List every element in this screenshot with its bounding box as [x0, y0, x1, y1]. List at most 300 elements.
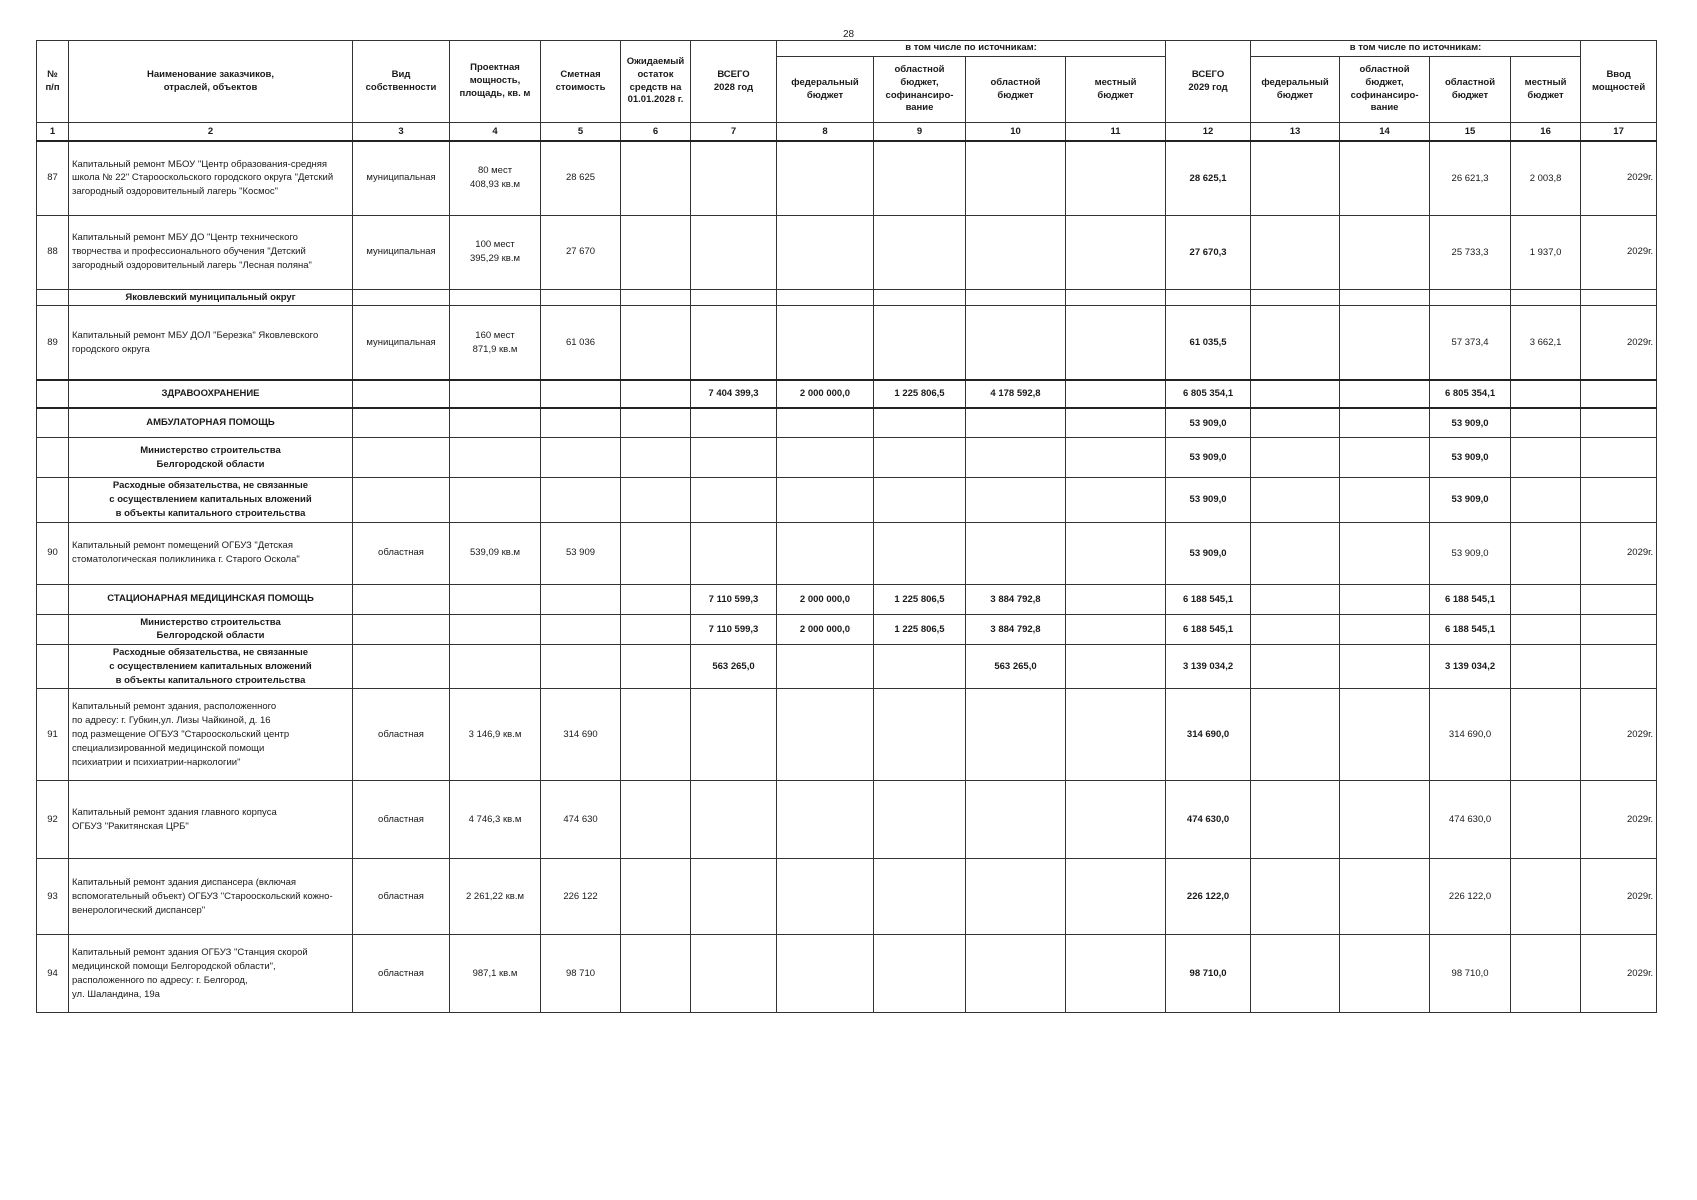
header-cofin-2029: областной бюджет, софинансиро- вание — [1340, 57, 1430, 123]
commission-year — [1581, 380, 1657, 408]
ownership: областная — [353, 522, 450, 584]
column-number: 2 — [69, 123, 353, 142]
estimated-cost — [541, 408, 621, 438]
capacity: 4 746,3 кв.м — [450, 781, 541, 859]
header-fed-2029: федеральный бюджет — [1251, 57, 1340, 123]
regional-2028 — [966, 438, 1066, 478]
commission-year — [1581, 614, 1657, 645]
expected-balance — [621, 584, 691, 614]
local-2029 — [1511, 478, 1581, 522]
row-number: 87 — [37, 141, 69, 215]
ownership — [353, 478, 450, 522]
local-2028 — [1066, 478, 1166, 522]
commission-year — [1581, 408, 1657, 438]
column-number: 3 — [353, 123, 450, 142]
cofinancing-2029 — [1340, 614, 1430, 645]
cofinancing-2028: 1 225 806,5 — [874, 614, 966, 645]
expected-balance — [621, 478, 691, 522]
cofinancing-2028 — [874, 408, 966, 438]
cofinancing-2029 — [1340, 522, 1430, 584]
row-number — [37, 408, 69, 438]
estimated-cost: 53 909 — [541, 522, 621, 584]
cofinancing-2028 — [874, 522, 966, 584]
expected-balance — [621, 306, 691, 380]
federal-2029 — [1251, 614, 1340, 645]
table-row — [37, 935, 1657, 1013]
object-name: Капитальный ремонт МБОУ "Центр образования-средняя школа № 22" Старооскольского городского округа "Детский загородный оздоровительный лагерь "Космос" — [69, 141, 353, 215]
regional-2029: 6 188 545,1 — [1430, 584, 1511, 614]
cofinancing-2028: 1 225 806,5 — [874, 380, 966, 408]
table-row — [37, 781, 1657, 859]
commission-year: 2029г. — [1581, 781, 1657, 859]
estimated-cost: 474 630 — [541, 781, 621, 859]
commission-year: 2029г. — [1581, 689, 1657, 781]
federal-2028 — [777, 141, 874, 215]
total-2028 — [691, 215, 777, 289]
commission-year: 2029г. — [1581, 935, 1657, 1013]
cofinancing-2028 — [874, 289, 966, 306]
expected-balance — [621, 614, 691, 645]
investment-program-table — [36, 40, 1657, 1013]
header-commission: Ввод мощностей — [1581, 41, 1657, 123]
total-2029: 28 625,1 — [1166, 141, 1251, 215]
local-2029 — [1511, 614, 1581, 645]
cofinancing-2029 — [1340, 306, 1430, 380]
local-2028 — [1066, 408, 1166, 438]
federal-2029 — [1251, 859, 1340, 935]
ownership — [353, 408, 450, 438]
cofinancing-2028: 1 225 806,5 — [874, 584, 966, 614]
cofinancing-2028 — [874, 859, 966, 935]
regional-2029: 226 122,0 — [1430, 859, 1511, 935]
regional-2028: 3 884 792,8 — [966, 584, 1066, 614]
local-2028 — [1066, 645, 1166, 689]
column-number: 8 — [777, 123, 874, 142]
estimated-cost — [541, 380, 621, 408]
federal-2028 — [777, 478, 874, 522]
local-2029: 3 662,1 — [1511, 306, 1581, 380]
column-number: 4 — [450, 123, 541, 142]
expected-balance — [621, 522, 691, 584]
total-2028 — [691, 408, 777, 438]
local-2029: 1 937,0 — [1511, 215, 1581, 289]
estimated-cost: 314 690 — [541, 689, 621, 781]
capacity: 160 мест 871,9 кв.м — [450, 306, 541, 380]
section-row — [37, 380, 1657, 408]
regional-2028 — [966, 478, 1066, 522]
table-row — [37, 522, 1657, 584]
capacity: 987,1 кв.м — [450, 935, 541, 1013]
federal-2028 — [777, 645, 874, 689]
expected-balance — [621, 141, 691, 215]
regional-2029: 57 373,4 — [1430, 306, 1511, 380]
column-number: 10 — [966, 123, 1066, 142]
section-title: Министерство строительства Белгородской области — [69, 438, 353, 478]
header-total-2029: ВСЕГО 2029 год — [1166, 41, 1251, 123]
total-2028: 7 404 399,3 — [691, 380, 777, 408]
expected-balance — [621, 438, 691, 478]
total-2029: 474 630,0 — [1166, 781, 1251, 859]
federal-2029 — [1251, 438, 1340, 478]
cofinancing-2028 — [874, 689, 966, 781]
header-capacity: Проектная мощность, площадь, кв. м — [450, 41, 541, 123]
local-2028 — [1066, 215, 1166, 289]
local-2028 — [1066, 935, 1166, 1013]
column-number-row — [37, 123, 1657, 142]
federal-2028 — [777, 408, 874, 438]
regional-2029: 98 710,0 — [1430, 935, 1511, 1013]
row-number — [37, 438, 69, 478]
header-fed-2028: федеральный бюджет — [777, 57, 874, 123]
total-2028 — [691, 689, 777, 781]
cofinancing-2029 — [1340, 438, 1430, 478]
column-number: 1 — [37, 123, 69, 142]
expected-balance — [621, 859, 691, 935]
estimated-cost — [541, 645, 621, 689]
local-2029 — [1511, 522, 1581, 584]
federal-2028: 2 000 000,0 — [777, 380, 874, 408]
local-2029 — [1511, 438, 1581, 478]
expected-balance — [621, 289, 691, 306]
object-name: Капитальный ремонт здания главного корпуса ОГБУЗ "Ракитянская ЦРБ" — [69, 781, 353, 859]
object-name: Капитальный ремонт помещений ОГБУЗ "Детская стоматологическая поликлиника г. Старого Оскола" — [69, 522, 353, 584]
federal-2028 — [777, 438, 874, 478]
federal-2029 — [1251, 522, 1340, 584]
row-number — [37, 645, 69, 689]
federal-2029 — [1251, 380, 1340, 408]
header-sources-2029: в том числе по источникам: — [1251, 41, 1581, 57]
total-2028 — [691, 289, 777, 306]
regional-2029: 3 139 034,2 — [1430, 645, 1511, 689]
row-number: 92 — [37, 781, 69, 859]
cofinancing-2028 — [874, 306, 966, 380]
section-row — [37, 478, 1657, 522]
header-total-2028: ВСЕГО 2028 год — [691, 41, 777, 123]
row-number: 89 — [37, 306, 69, 380]
total-2029: 314 690,0 — [1166, 689, 1251, 781]
expected-balance — [621, 408, 691, 438]
total-2029: 98 710,0 — [1166, 935, 1251, 1013]
federal-2029 — [1251, 935, 1340, 1013]
estimated-cost: 226 122 — [541, 859, 621, 935]
estimated-cost — [541, 478, 621, 522]
section-row — [37, 584, 1657, 614]
column-number: 13 — [1251, 123, 1340, 142]
section-title: СТАЦИОНАРНАЯ МЕДИЦИНСКАЯ ПОМОЩЬ — [69, 584, 353, 614]
federal-2029 — [1251, 215, 1340, 289]
row-number: 90 — [37, 522, 69, 584]
capacity: 100 мест 395,29 кв.м — [450, 215, 541, 289]
row-number: 91 — [37, 689, 69, 781]
ownership: областная — [353, 689, 450, 781]
section-row — [37, 645, 1657, 689]
row-number — [37, 289, 69, 306]
estimated-cost — [541, 584, 621, 614]
local-2028 — [1066, 859, 1166, 935]
regional-2028 — [966, 859, 1066, 935]
local-2028 — [1066, 584, 1166, 614]
table-row — [37, 215, 1657, 289]
capacity — [450, 584, 541, 614]
ownership — [353, 614, 450, 645]
local-2028 — [1066, 141, 1166, 215]
header-cofin-2028: областной бюджет, софинансиро- вание — [874, 57, 966, 123]
estimated-cost: 28 625 — [541, 141, 621, 215]
regional-2028 — [966, 935, 1066, 1013]
total-2029: 53 909,0 — [1166, 522, 1251, 584]
capacity — [450, 614, 541, 645]
federal-2028 — [777, 522, 874, 584]
regional-2029: 26 621,3 — [1430, 141, 1511, 215]
federal-2028 — [777, 859, 874, 935]
regional-2028 — [966, 289, 1066, 306]
total-2028 — [691, 522, 777, 584]
object-name: Капитальный ремонт МБУ ДО "Центр технического творчества и профессионального обучения "Детский загородный оздоровительный лагерь "Лесная поляна" — [69, 215, 353, 289]
commission-year — [1581, 584, 1657, 614]
total-2029: 6 188 545,1 — [1166, 614, 1251, 645]
column-number: 16 — [1511, 123, 1581, 142]
capacity: 539,09 кв.м — [450, 522, 541, 584]
row-number — [37, 584, 69, 614]
cofinancing-2028 — [874, 141, 966, 215]
section-title: Расходные обязательства, не связанные с осуществлением капитальных вложений в объекты капитального строительства — [69, 645, 353, 689]
header-reg-2029: областной бюджет — [1430, 57, 1511, 123]
table-row — [37, 141, 1657, 215]
total-2029: 6 188 545,1 — [1166, 584, 1251, 614]
table-row — [37, 689, 1657, 781]
federal-2028: 2 000 000,0 — [777, 614, 874, 645]
local-2029 — [1511, 408, 1581, 438]
estimated-cost: 98 710 — [541, 935, 621, 1013]
expected-balance — [621, 935, 691, 1013]
local-2028 — [1066, 289, 1166, 306]
local-2029 — [1511, 781, 1581, 859]
ownership: областная — [353, 859, 450, 935]
federal-2029 — [1251, 141, 1340, 215]
row-number — [37, 614, 69, 645]
cofinancing-2029 — [1340, 408, 1430, 438]
ownership: областная — [353, 781, 450, 859]
total-2029: 6 805 354,1 — [1166, 380, 1251, 408]
regional-2028 — [966, 141, 1066, 215]
regional-2028 — [966, 781, 1066, 859]
ownership: областная — [353, 935, 450, 1013]
regional-2028 — [966, 408, 1066, 438]
total-2028: 563 265,0 — [691, 645, 777, 689]
header-local-2028: местный бюджет — [1066, 57, 1166, 123]
cofinancing-2029 — [1340, 859, 1430, 935]
total-2028 — [691, 478, 777, 522]
ownership — [353, 289, 450, 306]
object-name: Капитальный ремонт здания, расположенного по адресу: г. Губкин,ул. Лизы Чайкиной, д. 16 под размещение ОГБУЗ "Старооскольский центр специализированной медицинской помощи психиатрии и психиатрии-наркологии" — [69, 689, 353, 781]
federal-2029 — [1251, 645, 1340, 689]
commission-year — [1581, 645, 1657, 689]
total-2029: 27 670,3 — [1166, 215, 1251, 289]
header-local-2029: местный бюджет — [1511, 57, 1581, 123]
local-2029 — [1511, 380, 1581, 408]
cofinancing-2028 — [874, 781, 966, 859]
cofinancing-2028 — [874, 935, 966, 1013]
total-2029: 61 035,5 — [1166, 306, 1251, 380]
commission-year — [1581, 438, 1657, 478]
object-name: Капитальный ремонт здания ОГБУЗ "Станция скорой медицинской помощи Белгородской области", расположенного по адресу: г. Белгород, ул. Шаландина, 19а — [69, 935, 353, 1013]
section-row — [37, 289, 1657, 306]
ownership — [353, 438, 450, 478]
local-2028 — [1066, 614, 1166, 645]
expected-balance — [621, 645, 691, 689]
ownership: муниципальная — [353, 306, 450, 380]
header-no: № п/п — [37, 41, 69, 123]
regional-2028 — [966, 522, 1066, 584]
total-2029: 3 139 034,2 — [1166, 645, 1251, 689]
federal-2028 — [777, 289, 874, 306]
expected-balance — [621, 781, 691, 859]
capacity — [450, 380, 541, 408]
section-title: Расходные обязательства, не связанные с осуществлением капитальных вложений в объекты капитального строительства — [69, 478, 353, 522]
cofinancing-2029 — [1340, 645, 1430, 689]
federal-2028 — [777, 306, 874, 380]
federal-2028 — [777, 781, 874, 859]
capacity: 3 146,9 кв.м — [450, 689, 541, 781]
total-2028 — [691, 859, 777, 935]
total-2028 — [691, 141, 777, 215]
federal-2028 — [777, 689, 874, 781]
local-2028 — [1066, 380, 1166, 408]
federal-2029 — [1251, 306, 1340, 380]
total-2029 — [1166, 289, 1251, 306]
ownership — [353, 645, 450, 689]
regional-2029: 6 805 354,1 — [1430, 380, 1511, 408]
capacity — [450, 438, 541, 478]
regional-2029: 53 909,0 — [1430, 478, 1511, 522]
regional-2029: 53 909,0 — [1430, 522, 1511, 584]
local-2028 — [1066, 306, 1166, 380]
capacity — [450, 478, 541, 522]
page-number: 28 — [843, 29, 855, 40]
total-2028 — [691, 935, 777, 1013]
federal-2028: 2 000 000,0 — [777, 584, 874, 614]
ownership: муниципальная — [353, 215, 450, 289]
cofinancing-2029 — [1340, 215, 1430, 289]
total-2028: 7 110 599,3 — [691, 614, 777, 645]
ownership — [353, 380, 450, 408]
federal-2028 — [777, 935, 874, 1013]
local-2029 — [1511, 289, 1581, 306]
regional-2028 — [966, 689, 1066, 781]
regional-2029: 25 733,3 — [1430, 215, 1511, 289]
capacity — [450, 289, 541, 306]
column-number: 17 — [1581, 123, 1657, 142]
total-2028 — [691, 781, 777, 859]
table-row — [37, 306, 1657, 380]
commission-year: 2029г. — [1581, 522, 1657, 584]
expected-balance — [621, 380, 691, 408]
local-2029 — [1511, 689, 1581, 781]
header-reg-2028: областной бюджет — [966, 57, 1066, 123]
section-title: Яковлевский муниципальный округ — [69, 289, 353, 306]
local-2029 — [1511, 645, 1581, 689]
cofinancing-2029 — [1340, 689, 1430, 781]
regional-2028 — [966, 215, 1066, 289]
estimated-cost: 61 036 — [541, 306, 621, 380]
regional-2029: 314 690,0 — [1430, 689, 1511, 781]
regional-2028 — [966, 306, 1066, 380]
column-number: 11 — [1066, 123, 1166, 142]
local-2029 — [1511, 584, 1581, 614]
regional-2029: 53 909,0 — [1430, 438, 1511, 478]
regional-2028: 4 178 592,8 — [966, 380, 1066, 408]
column-number: 15 — [1430, 123, 1511, 142]
estimated-cost — [541, 289, 621, 306]
row-number: 94 — [37, 935, 69, 1013]
header-sources-2028: в том числе по источникам: — [777, 41, 1166, 57]
capacity: 2 261,22 кв.м — [450, 859, 541, 935]
federal-2029 — [1251, 478, 1340, 522]
regional-2029 — [1430, 289, 1511, 306]
federal-2029 — [1251, 584, 1340, 614]
total-2029: 53 909,0 — [1166, 408, 1251, 438]
federal-2029 — [1251, 289, 1340, 306]
row-number — [37, 478, 69, 522]
column-number: 12 — [1166, 123, 1251, 142]
commission-year — [1581, 289, 1657, 306]
column-number: 14 — [1340, 123, 1430, 142]
total-2028 — [691, 306, 777, 380]
expected-balance — [621, 689, 691, 781]
local-2028 — [1066, 522, 1166, 584]
table-row — [37, 859, 1657, 935]
local-2028 — [1066, 781, 1166, 859]
header-cost: Сметная стоимость — [541, 41, 621, 123]
cofinancing-2028 — [874, 478, 966, 522]
cofinancing-2029 — [1340, 935, 1430, 1013]
federal-2029 — [1251, 408, 1340, 438]
capacity — [450, 645, 541, 689]
object-name: Капитальный ремонт здания диспансера (включая вспомогательный объект) ОГБУЗ "Старооскольский кожно-венерологический диспансер" — [69, 859, 353, 935]
commission-year: 2029г. — [1581, 859, 1657, 935]
column-number: 5 — [541, 123, 621, 142]
regional-2028: 563 265,0 — [966, 645, 1066, 689]
regional-2029: 474 630,0 — [1430, 781, 1511, 859]
header-name: Наименование заказчиков, отраслей, объектов — [69, 41, 353, 123]
cofinancing-2029 — [1340, 380, 1430, 408]
total-2028: 7 110 599,3 — [691, 584, 777, 614]
table-body — [37, 141, 1657, 1013]
cofinancing-2028 — [874, 438, 966, 478]
cofinancing-2029 — [1340, 141, 1430, 215]
capacity — [450, 408, 541, 438]
column-number: 6 — [621, 123, 691, 142]
row-number — [37, 380, 69, 408]
header-ownership: Вид собственности — [353, 41, 450, 123]
column-number: 9 — [874, 123, 966, 142]
regional-2028: 3 884 792,8 — [966, 614, 1066, 645]
estimated-cost — [541, 438, 621, 478]
local-2029: 2 003,8 — [1511, 141, 1581, 215]
section-row — [37, 438, 1657, 478]
commission-year: 2029г. — [1581, 141, 1657, 215]
local-2029 — [1511, 859, 1581, 935]
regional-2029: 6 188 545,1 — [1430, 614, 1511, 645]
object-name: Капитальный ремонт МБУ ДОЛ "Березка" Яковлевского городского округа — [69, 306, 353, 380]
cofinancing-2029 — [1340, 478, 1430, 522]
cofinancing-2029 — [1340, 289, 1430, 306]
commission-year — [1581, 478, 1657, 522]
cofinancing-2028 — [874, 645, 966, 689]
header-balance: Ожидаемый остаток средств на 01.01.2028 г. — [621, 41, 691, 123]
ownership: муниципальная — [353, 141, 450, 215]
section-row — [37, 614, 1657, 645]
